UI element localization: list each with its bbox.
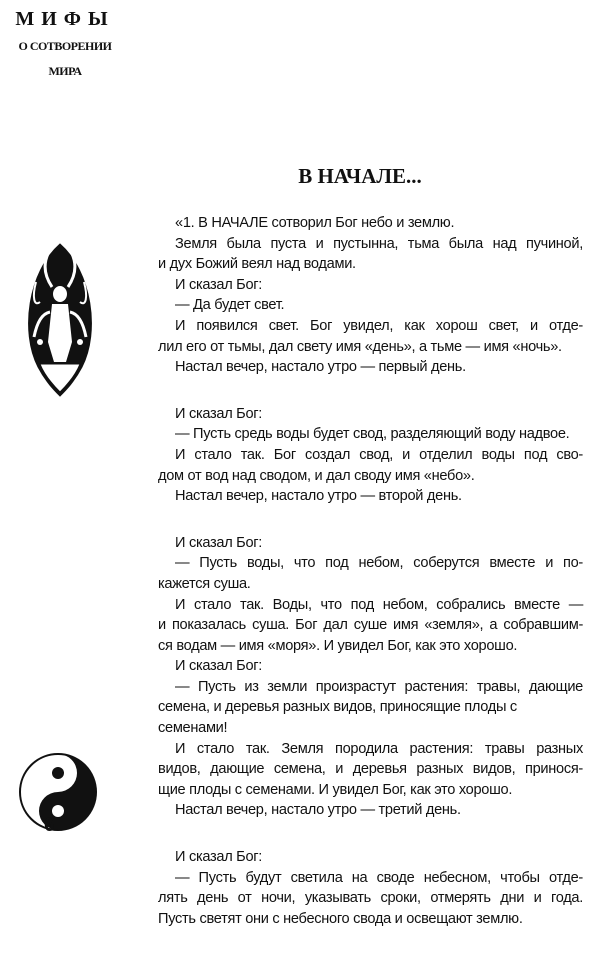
text-line: лять день от ночи, указывать сроки, отмерять дни и года.: [158, 890, 583, 907]
text-line: И появился свет. Бог увидел, как хорош свет, и отде-: [175, 317, 583, 334]
text-line: видов, дающие семена, и деревья разных видов, принося-: [158, 761, 583, 778]
text-line: семена, и деревья разных видов, приносящие плоды с семенами!: [158, 699, 517, 737]
book-subtitle-2: МИРА: [48, 64, 82, 78]
text-line: И сказал Бог:: [175, 658, 263, 675]
text-line: кажется суша.: [158, 575, 251, 592]
text-line: И сказал Бог:: [175, 849, 263, 866]
text-line: ся водам — имя «моря». И увидел Бог, как это хорошо.: [158, 637, 518, 654]
ornament-leaf-icon: [22, 242, 98, 398]
text-line: щие плоды с семенами. И увидел Бог, как это хорошо.: [158, 781, 513, 798]
yin-yang-icon: [18, 752, 98, 832]
text-line: — Пусть из земли произрастут растения: травы, дающие: [175, 678, 583, 695]
text-line: «1. В НАЧАЛЕ сотворил Бог небо и землю.: [175, 215, 455, 231]
text-line: И стало так. Земля породила растения: травы разных: [175, 740, 583, 757]
text-line: Земля была пуста и пустынна, тьма была над пучиной,: [175, 235, 583, 252]
text-line: дом от вод над сводом, и дал своду имя «небо».: [158, 467, 475, 484]
text-line: И сказал Бог:: [175, 276, 263, 293]
text-section: [158, 533, 583, 821]
book-title: МИФЫ: [15, 8, 115, 30]
text-line: — Пусть средь воды будет свод, разделяющий воду надвое.: [175, 426, 570, 443]
text-line: и дух Божий веял над водами.: [158, 256, 356, 273]
page-number: 6: [44, 812, 55, 836]
text-line: Настал вечер, настало утро — третий день.: [175, 802, 461, 819]
text-line: И сказал Бог:: [175, 534, 263, 551]
text-section: [158, 404, 583, 507]
text-line: И стало так. Бог создал свод, и отделил воды под сво-: [175, 446, 583, 463]
text-line: Настал вечер, настало утро — первый день.: [175, 359, 466, 376]
text-line: — Пусть воды, что под небом, соберутся вместе и по-: [175, 555, 583, 572]
text-section: [158, 213, 583, 378]
chapter-title: В НАЧАЛЕ...: [298, 164, 422, 188]
text-line: — Пусть будут светила на своде небесном, чтобы отде-: [175, 869, 583, 886]
text-line: И стало так. Воды, что под небом, собрались вместе —: [175, 596, 583, 613]
text-section: [158, 847, 583, 929]
body-text: [158, 213, 583, 955]
text-line: и показалась суша. Бог дал суше имя «земля», а собравшим-: [158, 617, 583, 634]
book-subtitle-1: О СОТВОРЕНИИ: [18, 39, 112, 53]
text-line: — Да будет свет.: [175, 297, 285, 314]
text-line: лил его от тьмы, дал свету имя «день», а тьме — имя «ночь».: [158, 338, 562, 355]
text-line: Пусть светят они с небесного свода и освещают землю.: [158, 910, 523, 927]
text-line: И сказал Бог:: [175, 405, 263, 422]
text-line: Настал вечер, настало утро — второй день.: [175, 488, 462, 505]
